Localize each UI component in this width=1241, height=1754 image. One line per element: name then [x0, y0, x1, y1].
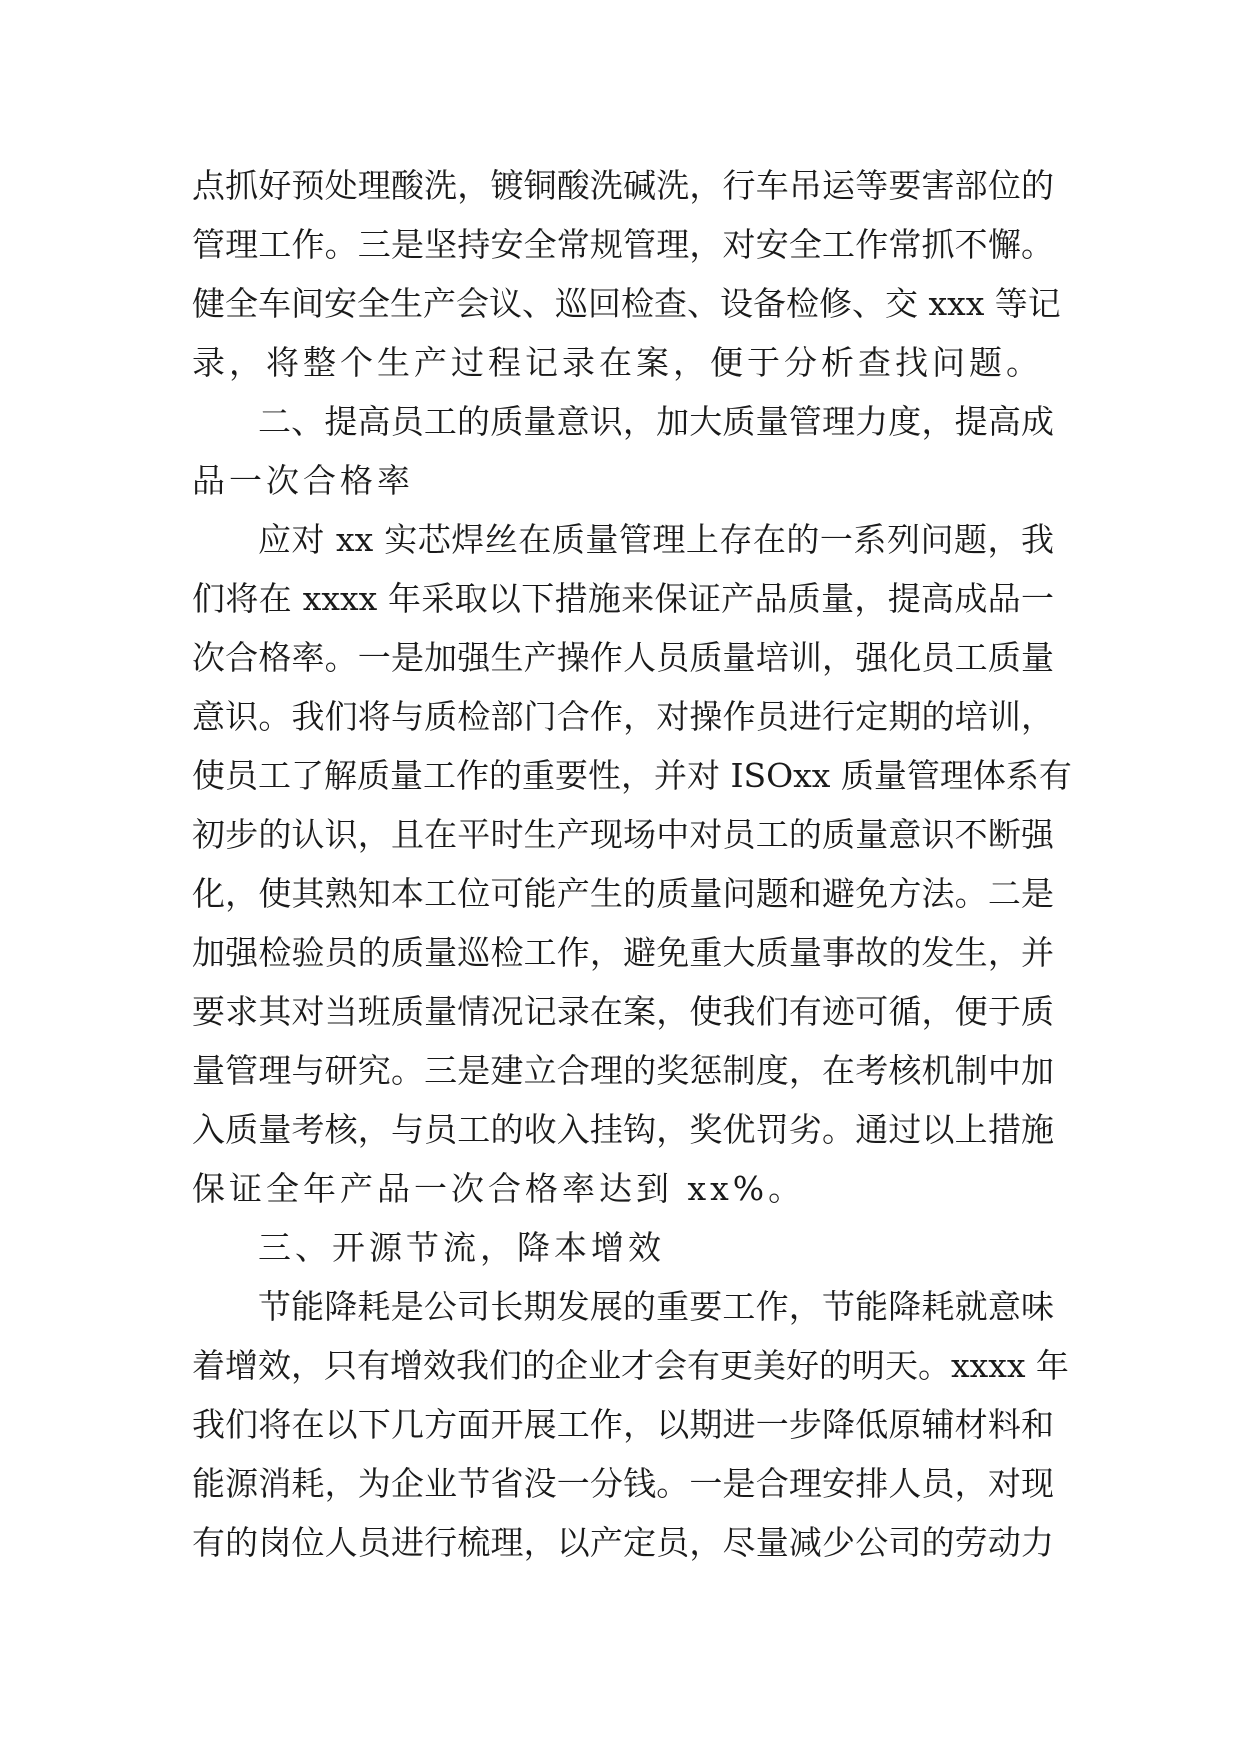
- text-line: 加强检验员的质量巡检工作，避免重大质量事故的发生，并: [192, 933, 1054, 972]
- text-line: 应对 xx 实芯焊丝在质量管理上存在的一系列问题，我: [258, 520, 1054, 559]
- text-line: 量管理与研究。三是建立合理的奖惩制度，在考核机制中加: [192, 1051, 1054, 1090]
- text-line: 初步的认识，且在平时生产现场中对员工的质量意识不断强: [192, 815, 1054, 854]
- text-line: 意识。我们将与质检部门合作，对操作员进行定期的培训，: [192, 697, 1054, 736]
- text-line: 有的岗位人员进行梳理，以产定员，尽量减少公司的劳动力: [192, 1523, 1054, 1562]
- text-line: 使员工了解质量工作的重要性，并对 ISOxx 质量管理体系有: [192, 756, 1072, 795]
- text-line: 我们将在以下几方面开展工作，以期进一步降低原辅材料和: [192, 1405, 1054, 1444]
- text-line: 化，使其熟知本工位可能产生的质量问题和避免方法。二是: [192, 874, 1054, 913]
- text-line: 次合格率。一是加强生产操作人员质量培训，强化员工质量: [192, 638, 1054, 677]
- text-line: 入质量考核，与员工的收入挂钩，奖优罚劣。通过以上措施: [192, 1110, 1054, 1149]
- text-line: 三、开源节流，降本增效: [258, 1228, 665, 1267]
- text-line: 着增效，只有增效我们的企业才会有更美好的明天。xxxx 年: [192, 1346, 1069, 1385]
- text-line: 品一次合格率: [192, 461, 414, 500]
- text-line: 点抓好预处理酸洗，镀铜酸洗碱洗，行车吊运等要害部位的: [192, 166, 1054, 205]
- text-line: 们将在 xxxx 年采取以下措施来保证产品质量，提高成品一: [192, 579, 1054, 618]
- text-line: 要求其对当班质量情况记录在案，使我们有迹可循，便于质: [192, 992, 1054, 1031]
- document-body: [192, 156, 1072, 1572]
- text-line: 保证全年产品一次合格率达到 xx%。: [192, 1169, 806, 1208]
- text-line: 录，将整个生产过程记录在案，便于分析查找问题。: [192, 343, 1043, 382]
- text-line: 二、提高员工的质量意识，加大质量管理力度，提高成: [258, 402, 1054, 441]
- document-page: [192, 156, 1072, 1572]
- text-line: 健全车间安全生产会议、巡回检查、设备检修、交 xxx 等记: [192, 284, 1061, 323]
- text-line: 能源消耗，为企业节省没一分钱。一是合理安排人员，对现: [192, 1464, 1054, 1503]
- text-line: 管理工作。三是坚持安全常规管理，对安全工作常抓不懈。: [192, 225, 1054, 264]
- text-line: 节能降耗是公司长期发展的重要工作，节能降耗就意味: [258, 1287, 1054, 1326]
